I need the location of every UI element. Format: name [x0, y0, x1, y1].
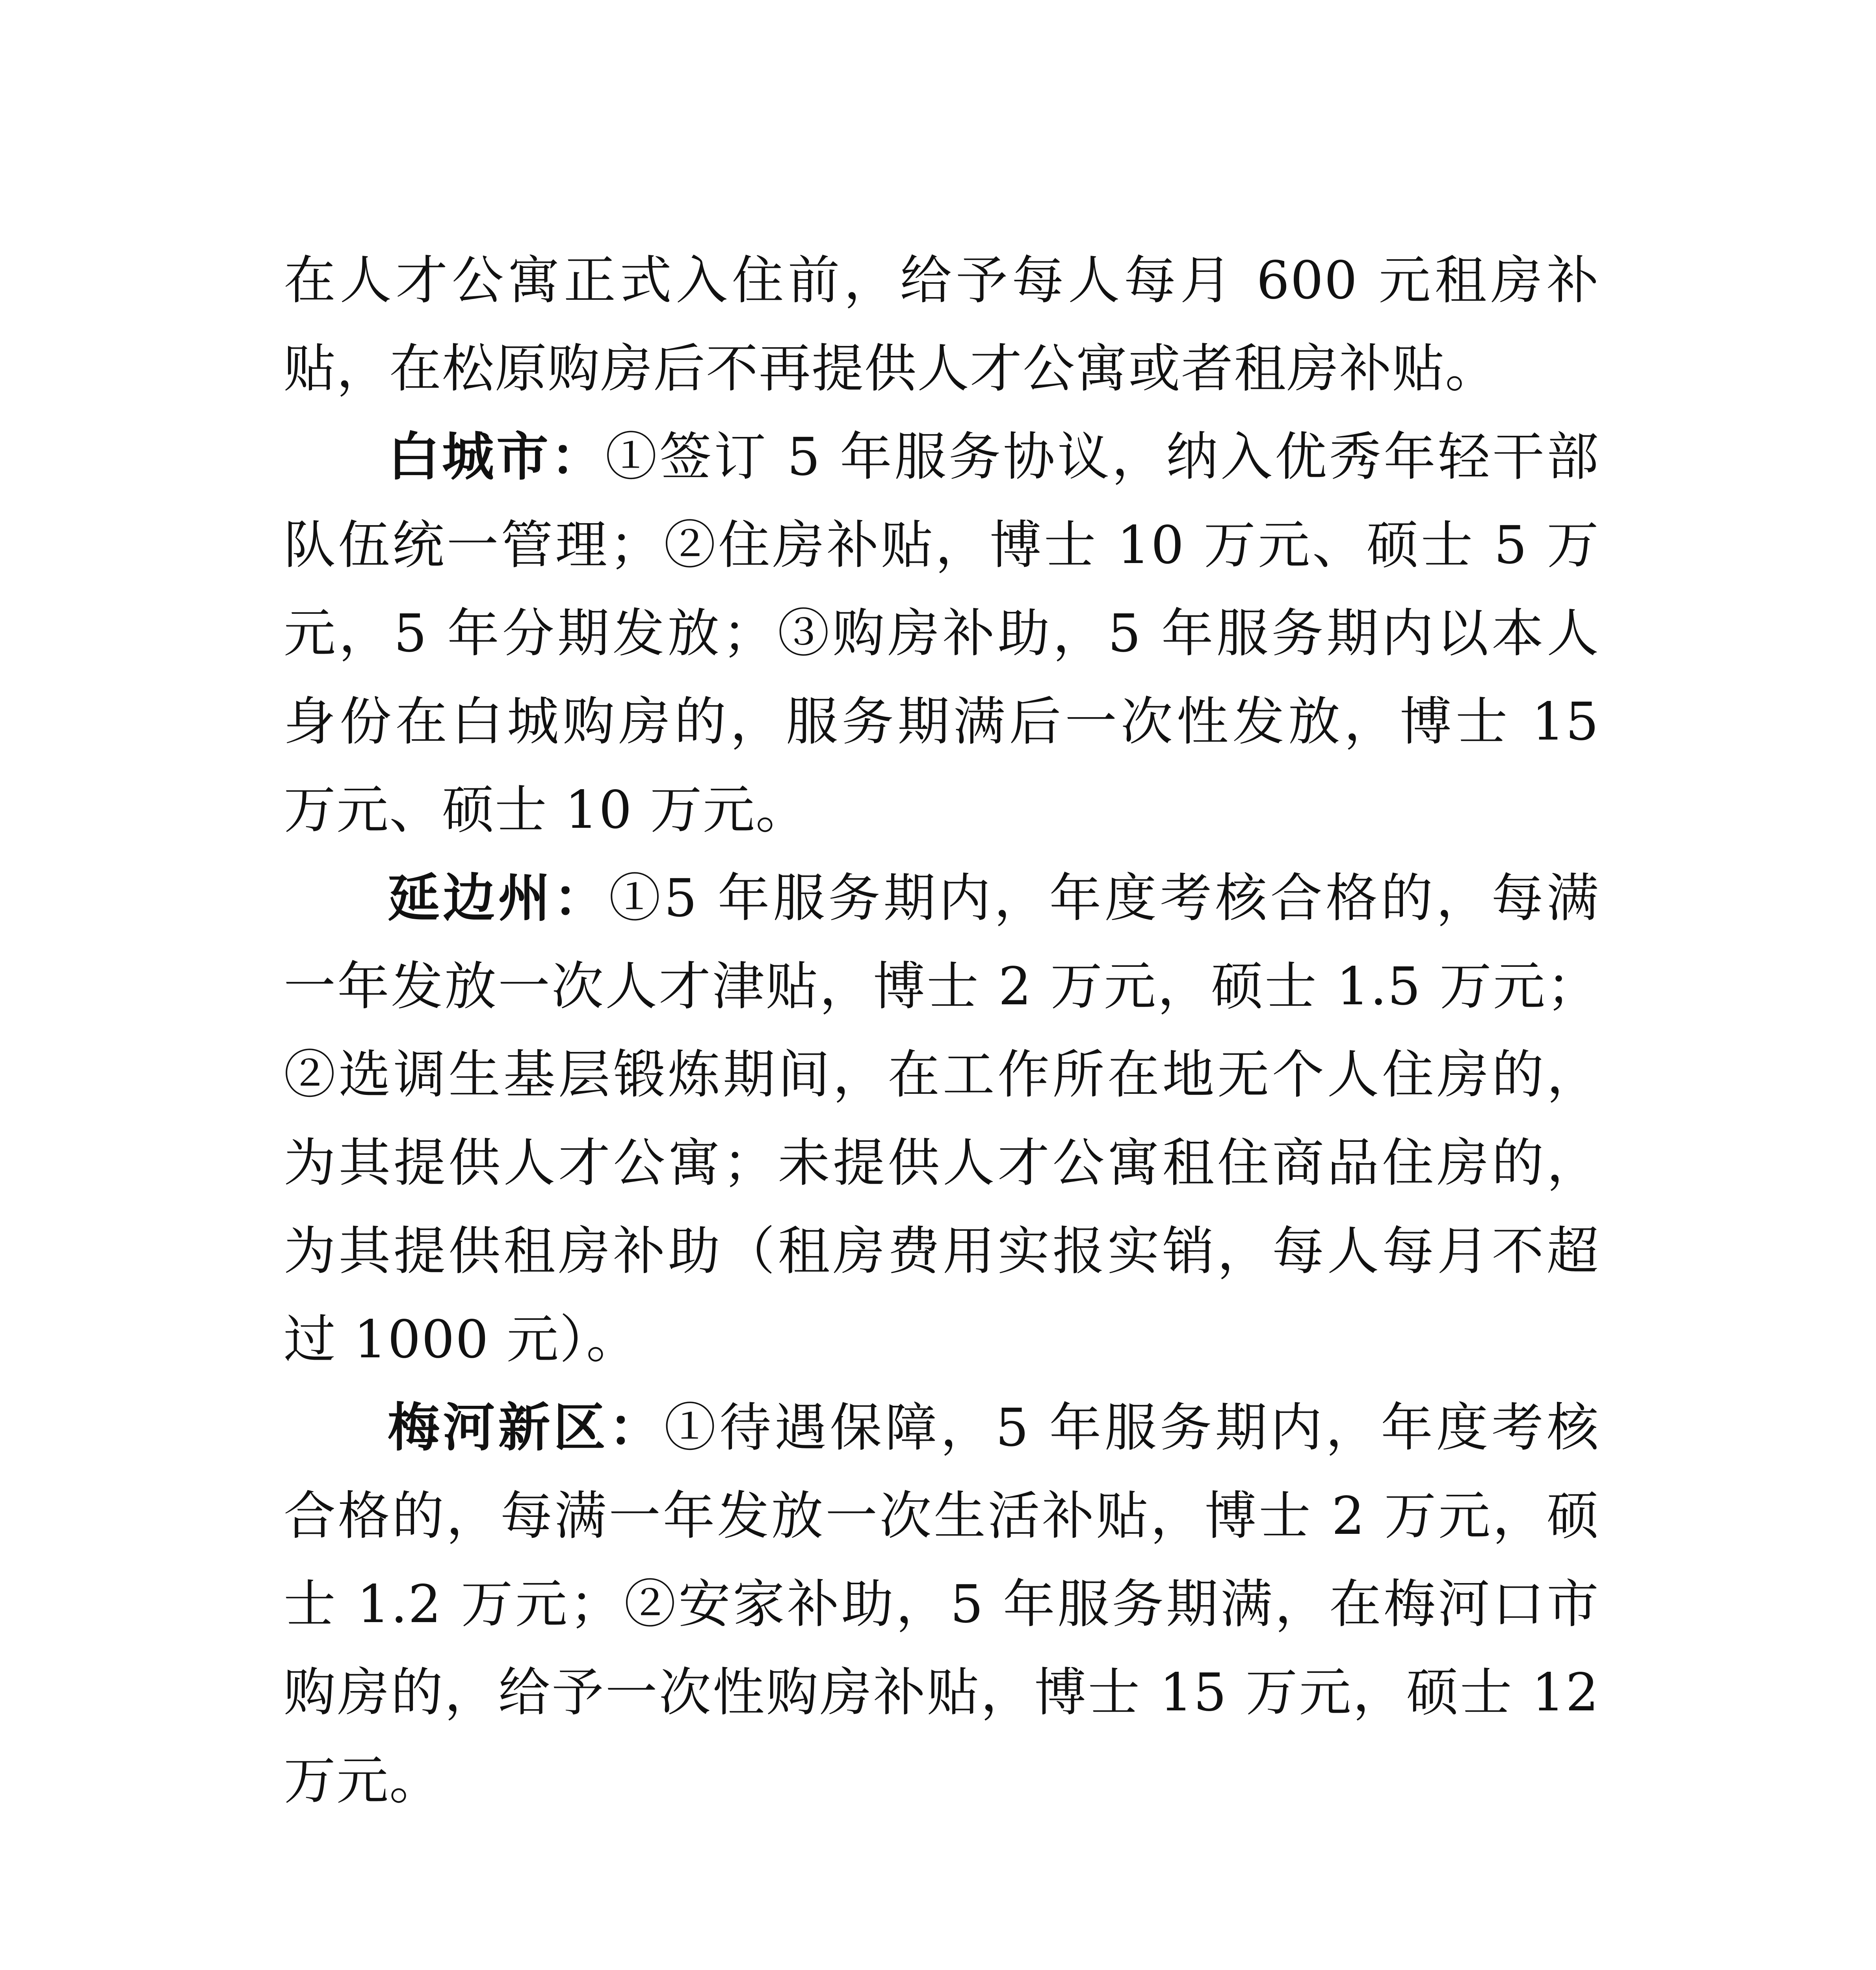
- section-meihe: [284, 1384, 1599, 1825]
- section-label-yanbian: 延边州：: [388, 868, 609, 929]
- document-body: [284, 236, 1599, 1825]
- section-baicheng: [284, 413, 1599, 854]
- section-text-baicheng: ①签订 5 年服务协议，纳入优秀年轻干部队伍统一管理；②住房补贴，博士 10 万元、硕士 5 万元，5 年分期发放；③购房补助，5 年服务期内以本人身份在白城购房的，服务期满后一次性发放，博士 15 万元、硕士 10 万元。: [284, 427, 1600, 840]
- section-text-meihe: ①待遇保障，5 年服务期内，年度考核合格的，每满一年发放一次生活补贴，博士 2 万元，硕士 1.2 万元；②安家补助，5 年服务期满，在梅河口市购房的，给予一次性购房补贴，博士 15 万元，硕士 12 万元。: [284, 1398, 1600, 1811]
- section-yanbian: [284, 854, 1599, 1384]
- intro-paragraph: 在人才公寓正式入住前，给予每人每月 600 元租房补贴，在松原购房后不再提供人才公寓或者租房补贴。: [284, 250, 1599, 399]
- section-label-baicheng: 白城市：: [388, 427, 606, 487]
- section-text-yanbian: ①5 年服务期内，年度考核合格的，每满一年发放一次人才津贴，博士 2 万元，硕士 1.5 万元；②选调生基层锻炼期间，在工作所在地无个人住房的，为其提供人才公寓；未提供人才公寓租住商品住房的，为其提供租房补助（租房费用实报实销，每人每月不超过 1000 元）。: [284, 868, 1599, 1370]
- section-label-meihe: 梅河新区：: [388, 1398, 664, 1458]
